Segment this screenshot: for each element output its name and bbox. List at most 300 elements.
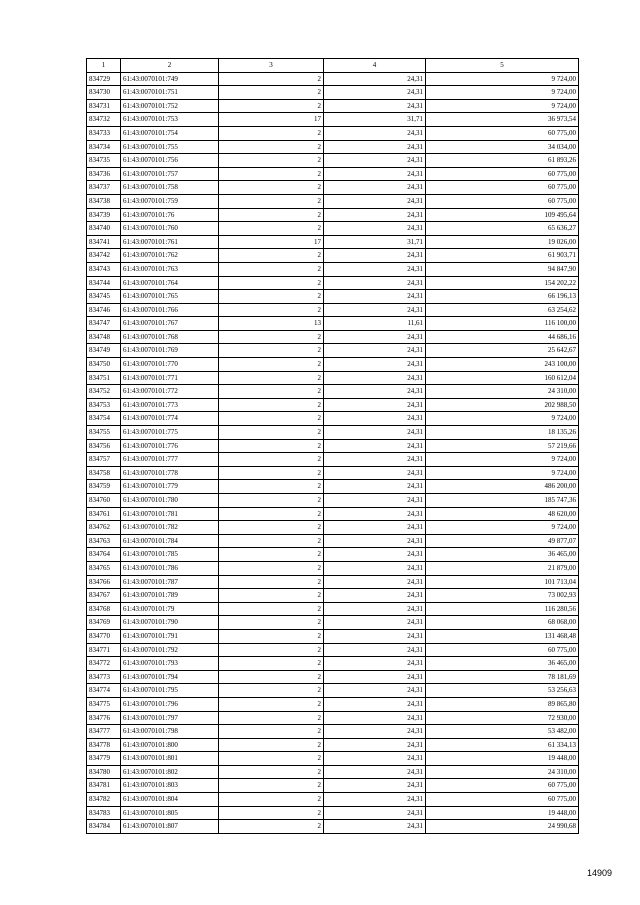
table-row bbox=[87, 494, 579, 508]
row-id-cell: 834742 bbox=[87, 249, 121, 263]
column-5-cell: 24 310,00 bbox=[426, 385, 579, 399]
cadastral-number-cell: 61:43:0070101:793 bbox=[121, 657, 219, 671]
column-4-cell: 24,31 bbox=[324, 330, 426, 344]
column-3-cell: 2 bbox=[219, 330, 324, 344]
row-id-cell: 834743 bbox=[87, 262, 121, 276]
column-4-cell: 24,31 bbox=[324, 752, 426, 766]
cadastral-number-cell: 61:43:0070101:805 bbox=[121, 806, 219, 820]
row-id-cell: 834768 bbox=[87, 602, 121, 616]
column-5-cell: 60 775,00 bbox=[426, 194, 579, 208]
cadastral-number-cell: 61:43:0070101:753 bbox=[121, 113, 219, 127]
column-4-cell: 24,31 bbox=[324, 385, 426, 399]
cadastral-number-cell: 61:43:0070101:766 bbox=[121, 303, 219, 317]
table-row bbox=[87, 398, 579, 412]
column-5-cell: 72 930,00 bbox=[426, 711, 579, 725]
cadastral-number-cell: 61:43:0070101:764 bbox=[121, 276, 219, 290]
column-4-cell: 24,31 bbox=[324, 507, 426, 521]
column-5-cell: 60 775,00 bbox=[426, 167, 579, 181]
row-id-cell: 834775 bbox=[87, 697, 121, 711]
table-row bbox=[87, 657, 579, 671]
column-5-cell: 24 310,00 bbox=[426, 765, 579, 779]
column-4-cell: 24,31 bbox=[324, 181, 426, 195]
table-row bbox=[87, 426, 579, 440]
table-row bbox=[87, 793, 579, 807]
column-5-cell: 9 724,00 bbox=[426, 86, 579, 100]
row-id-cell: 834729 bbox=[87, 72, 121, 86]
column-5-cell: 116 280,56 bbox=[426, 602, 579, 616]
cadastral-number-cell: 61:43:0070101:803 bbox=[121, 779, 219, 793]
column-4-cell: 24,31 bbox=[324, 439, 426, 453]
row-id-cell: 834735 bbox=[87, 154, 121, 168]
column-3-cell: 2 bbox=[219, 140, 324, 154]
row-id-cell: 834746 bbox=[87, 303, 121, 317]
table-row bbox=[87, 820, 579, 834]
row-id-cell: 834737 bbox=[87, 181, 121, 195]
column-4-cell: 24,31 bbox=[324, 398, 426, 412]
column-5-cell: 78 181,69 bbox=[426, 670, 579, 684]
row-id-cell: 834764 bbox=[87, 548, 121, 562]
row-id-cell: 834747 bbox=[87, 317, 121, 331]
cadastral-number-cell: 61:43:0070101:772 bbox=[121, 385, 219, 399]
table-row bbox=[87, 589, 579, 603]
table-row bbox=[87, 412, 579, 426]
column-5-cell: 24 990,68 bbox=[426, 820, 579, 834]
column-3-cell: 2 bbox=[219, 466, 324, 480]
cadastral-number-cell: 61:43:0070101:779 bbox=[121, 480, 219, 494]
row-id-cell: 834760 bbox=[87, 494, 121, 508]
cadastral-number-cell: 61:43:0070101:795 bbox=[121, 684, 219, 698]
column-5-cell: 68 068,00 bbox=[426, 616, 579, 630]
column-4-cell: 24,31 bbox=[324, 725, 426, 739]
column-4-cell: 24,31 bbox=[324, 99, 426, 113]
column-3-cell: 2 bbox=[219, 371, 324, 385]
column-3-cell: 2 bbox=[219, 412, 324, 426]
column-4-cell: 24,31 bbox=[324, 140, 426, 154]
table-row bbox=[87, 330, 579, 344]
table-row bbox=[87, 616, 579, 630]
column-4-cell: 24,31 bbox=[324, 72, 426, 86]
column-5-cell: 65 636,27 bbox=[426, 222, 579, 236]
table-row bbox=[87, 684, 579, 698]
row-id-cell: 834782 bbox=[87, 793, 121, 807]
cadastral-number-cell: 61:43:0070101:785 bbox=[121, 548, 219, 562]
row-id-cell: 834766 bbox=[87, 575, 121, 589]
table-row bbox=[87, 208, 579, 222]
table-row bbox=[87, 358, 579, 372]
table-row bbox=[87, 222, 579, 236]
column-3-cell: 13 bbox=[219, 317, 324, 331]
cadastral-number-cell: 61:43:0070101:755 bbox=[121, 140, 219, 154]
column-3-cell: 2 bbox=[219, 548, 324, 562]
table-row bbox=[87, 72, 579, 86]
table-row bbox=[87, 752, 579, 766]
cadastral-number-cell: 61:43:0070101:769 bbox=[121, 344, 219, 358]
column-4-cell: 24,31 bbox=[324, 494, 426, 508]
cadastral-number-cell: 61:43:0070101:792 bbox=[121, 643, 219, 657]
column-4-cell: 24,31 bbox=[324, 194, 426, 208]
table-row bbox=[87, 507, 579, 521]
column-5-cell: 34 034,00 bbox=[426, 140, 579, 154]
row-id-cell: 834734 bbox=[87, 140, 121, 154]
column-3-cell: 2 bbox=[219, 385, 324, 399]
column-header-2: 2 bbox=[121, 59, 219, 73]
column-5-cell: 49 877,07 bbox=[426, 534, 579, 548]
table-body bbox=[87, 72, 579, 833]
column-3-cell: 2 bbox=[219, 480, 324, 494]
column-4-cell: 24,31 bbox=[324, 126, 426, 140]
column-5-cell: 21 879,00 bbox=[426, 561, 579, 575]
column-4-cell: 11,61 bbox=[324, 317, 426, 331]
table-row bbox=[87, 344, 579, 358]
row-id-cell: 834783 bbox=[87, 806, 121, 820]
cadastral-number-cell: 61:43:0070101:801 bbox=[121, 752, 219, 766]
column-3-cell: 2 bbox=[219, 575, 324, 589]
column-3-cell: 2 bbox=[219, 589, 324, 603]
column-4-cell: 24,31 bbox=[324, 534, 426, 548]
cadastral-number-cell: 61:43:0070101:768 bbox=[121, 330, 219, 344]
row-id-cell: 834770 bbox=[87, 629, 121, 643]
column-3-cell: 2 bbox=[219, 820, 324, 834]
row-id-cell: 834773 bbox=[87, 670, 121, 684]
cadastral-number-cell: 61:43:0070101:773 bbox=[121, 398, 219, 412]
column-5-cell: 116 100,00 bbox=[426, 317, 579, 331]
column-4-cell: 24,31 bbox=[324, 548, 426, 562]
column-5-cell: 61 334,13 bbox=[426, 738, 579, 752]
row-id-cell: 834733 bbox=[87, 126, 121, 140]
table-row bbox=[87, 235, 579, 249]
cadastral-number-cell: 61:43:0070101:756 bbox=[121, 154, 219, 168]
table-row bbox=[87, 167, 579, 181]
column-5-cell: 36 465,00 bbox=[426, 657, 579, 671]
column-4-cell: 24,31 bbox=[324, 208, 426, 222]
table-row bbox=[87, 575, 579, 589]
column-3-cell: 2 bbox=[219, 738, 324, 752]
row-id-cell: 834755 bbox=[87, 426, 121, 440]
row-id-cell: 834780 bbox=[87, 765, 121, 779]
column-5-cell: 60 775,00 bbox=[426, 793, 579, 807]
table-row bbox=[87, 480, 579, 494]
cadastral-number-cell: 61:43:0070101:796 bbox=[121, 697, 219, 711]
column-3-cell: 2 bbox=[219, 561, 324, 575]
cadastral-number-cell: 61:43:0070101:771 bbox=[121, 371, 219, 385]
cadastral-number-cell: 61:43:0070101:774 bbox=[121, 412, 219, 426]
column-5-cell: 53 482,00 bbox=[426, 725, 579, 739]
table-row bbox=[87, 194, 579, 208]
column-5-cell: 60 775,00 bbox=[426, 779, 579, 793]
column-5-cell: 185 747,36 bbox=[426, 494, 579, 508]
column-3-cell: 2 bbox=[219, 344, 324, 358]
column-5-cell: 61 903,71 bbox=[426, 249, 579, 263]
cadastral-number-cell: 61:43:0070101:757 bbox=[121, 167, 219, 181]
column-5-cell: 60 775,00 bbox=[426, 181, 579, 195]
row-id-cell: 834730 bbox=[87, 86, 121, 100]
column-header-3: 3 bbox=[219, 59, 324, 73]
cadastral-number-cell: 61:43:0070101:762 bbox=[121, 249, 219, 263]
row-id-cell: 834769 bbox=[87, 616, 121, 630]
table-row bbox=[87, 262, 579, 276]
cadastral-number-cell: 61:43:0070101:761 bbox=[121, 235, 219, 249]
row-id-cell: 834739 bbox=[87, 208, 121, 222]
column-header-5: 5 bbox=[426, 59, 579, 73]
cadastral-number-cell: 61:43:0070101:800 bbox=[121, 738, 219, 752]
column-3-cell: 2 bbox=[219, 194, 324, 208]
cadastral-number-cell: 61:43:0070101:778 bbox=[121, 466, 219, 480]
cadastral-number-cell: 61:43:0070101:759 bbox=[121, 194, 219, 208]
cadastral-number-cell: 61:43:0070101:791 bbox=[121, 629, 219, 643]
cadastral-number-cell: 61:43:0070101:765 bbox=[121, 290, 219, 304]
column-3-cell: 2 bbox=[219, 453, 324, 467]
column-5-cell: 486 200,00 bbox=[426, 480, 579, 494]
column-3-cell: 2 bbox=[219, 358, 324, 372]
row-id-cell: 834749 bbox=[87, 344, 121, 358]
column-3-cell: 2 bbox=[219, 99, 324, 113]
table-row bbox=[87, 453, 579, 467]
table-row bbox=[87, 602, 579, 616]
column-3-cell: 2 bbox=[219, 494, 324, 508]
row-id-cell: 834738 bbox=[87, 194, 121, 208]
cadastral-number-cell: 61:43:0070101:797 bbox=[121, 711, 219, 725]
table-row bbox=[87, 249, 579, 263]
column-5-cell: 9 724,00 bbox=[426, 453, 579, 467]
cadastral-number-cell: 61:43:0070101:770 bbox=[121, 358, 219, 372]
cadastral-number-cell: 61:43:0070101:760 bbox=[121, 222, 219, 236]
column-3-cell: 2 bbox=[219, 426, 324, 440]
table-row bbox=[87, 561, 579, 575]
table-row bbox=[87, 697, 579, 711]
row-id-cell: 834761 bbox=[87, 507, 121, 521]
column-5-cell: 60 775,00 bbox=[426, 643, 579, 657]
page-number: 14909 bbox=[586, 868, 612, 878]
column-5-cell: 9 724,00 bbox=[426, 466, 579, 480]
cadastral-number-cell: 61:43:0070101:784 bbox=[121, 534, 219, 548]
cadastral-number-cell: 61:43:0070101:775 bbox=[121, 426, 219, 440]
table-row bbox=[87, 99, 579, 113]
column-4-cell: 24,31 bbox=[324, 738, 426, 752]
table-header-row bbox=[87, 59, 579, 73]
column-4-cell: 24,31 bbox=[324, 711, 426, 725]
column-3-cell: 2 bbox=[219, 752, 324, 766]
row-id-cell: 834776 bbox=[87, 711, 121, 725]
column-5-cell: 9 724,00 bbox=[426, 72, 579, 86]
cadastral-number-cell: 61:43:0070101:781 bbox=[121, 507, 219, 521]
column-3-cell: 2 bbox=[219, 276, 324, 290]
cadastral-number-cell: 61:43:0070101:752 bbox=[121, 99, 219, 113]
row-id-cell: 834753 bbox=[87, 398, 121, 412]
column-4-cell: 24,31 bbox=[324, 793, 426, 807]
table-row bbox=[87, 113, 579, 127]
column-3-cell: 2 bbox=[219, 154, 324, 168]
table-row bbox=[87, 738, 579, 752]
column-3-cell: 2 bbox=[219, 657, 324, 671]
column-3-cell: 2 bbox=[219, 72, 324, 86]
column-3-cell: 2 bbox=[219, 616, 324, 630]
column-3-cell: 2 bbox=[219, 670, 324, 684]
row-id-cell: 834731 bbox=[87, 99, 121, 113]
row-id-cell: 834778 bbox=[87, 738, 121, 752]
data-table bbox=[86, 58, 579, 834]
column-4-cell: 24,31 bbox=[324, 466, 426, 480]
cadastral-number-cell: 61:43:0070101:767 bbox=[121, 317, 219, 331]
column-3-cell: 2 bbox=[219, 806, 324, 820]
table-row bbox=[87, 290, 579, 304]
cadastral-number-cell: 61:43:0070101:763 bbox=[121, 262, 219, 276]
table-row bbox=[87, 711, 579, 725]
column-4-cell: 24,31 bbox=[324, 589, 426, 603]
table-row bbox=[87, 303, 579, 317]
row-id-cell: 834752 bbox=[87, 385, 121, 399]
column-5-cell: 89 865,80 bbox=[426, 697, 579, 711]
column-5-cell: 101 713,04 bbox=[426, 575, 579, 589]
column-5-cell: 36 465,00 bbox=[426, 548, 579, 562]
row-id-cell: 834779 bbox=[87, 752, 121, 766]
column-4-cell: 24,31 bbox=[324, 657, 426, 671]
cadastral-number-cell: 61:43:0070101:807 bbox=[121, 820, 219, 834]
column-3-cell: 2 bbox=[219, 779, 324, 793]
column-3-cell: 2 bbox=[219, 86, 324, 100]
cadastral-number-cell: 61:43:0070101:789 bbox=[121, 589, 219, 603]
row-id-cell: 834756 bbox=[87, 439, 121, 453]
column-5-cell: 202 988,50 bbox=[426, 398, 579, 412]
column-4-cell: 24,31 bbox=[324, 643, 426, 657]
column-3-cell: 2 bbox=[219, 725, 324, 739]
cadastral-number-cell: 61:43:0070101:751 bbox=[121, 86, 219, 100]
cadastral-number-cell: 61:43:0070101:782 bbox=[121, 521, 219, 535]
column-5-cell: 109 495,64 bbox=[426, 208, 579, 222]
table-row bbox=[87, 806, 579, 820]
column-3-cell: 2 bbox=[219, 439, 324, 453]
row-id-cell: 834777 bbox=[87, 725, 121, 739]
column-4-cell: 24,31 bbox=[324, 412, 426, 426]
column-4-cell: 24,31 bbox=[324, 344, 426, 358]
column-4-cell: 24,31 bbox=[324, 602, 426, 616]
table-row bbox=[87, 140, 579, 154]
column-5-cell: 18 135,26 bbox=[426, 426, 579, 440]
row-id-cell: 834759 bbox=[87, 480, 121, 494]
table-row bbox=[87, 643, 579, 657]
column-5-cell: 57 219,66 bbox=[426, 439, 579, 453]
column-5-cell: 60 775,00 bbox=[426, 126, 579, 140]
table-row bbox=[87, 276, 579, 290]
column-5-cell: 160 612,04 bbox=[426, 371, 579, 385]
row-id-cell: 834763 bbox=[87, 534, 121, 548]
column-4-cell: 24,31 bbox=[324, 86, 426, 100]
cadastral-number-cell: 61:43:0070101:776 bbox=[121, 439, 219, 453]
column-3-cell: 2 bbox=[219, 208, 324, 222]
column-3-cell: 2 bbox=[219, 765, 324, 779]
column-4-cell: 24,31 bbox=[324, 222, 426, 236]
column-4-cell: 24,31 bbox=[324, 453, 426, 467]
table-row bbox=[87, 670, 579, 684]
table-row bbox=[87, 725, 579, 739]
row-id-cell: 834762 bbox=[87, 521, 121, 535]
column-4-cell: 24,31 bbox=[324, 616, 426, 630]
cadastral-number-cell: 61:43:0070101:804 bbox=[121, 793, 219, 807]
table-row bbox=[87, 86, 579, 100]
row-id-cell: 834751 bbox=[87, 371, 121, 385]
column-5-cell: 25 642,67 bbox=[426, 344, 579, 358]
row-id-cell: 834774 bbox=[87, 684, 121, 698]
row-id-cell: 834781 bbox=[87, 779, 121, 793]
cadastral-number-cell: 61:43:0070101:749 bbox=[121, 72, 219, 86]
column-5-cell: 154 202,22 bbox=[426, 276, 579, 290]
column-3-cell: 2 bbox=[219, 290, 324, 304]
column-3-cell: 2 bbox=[219, 398, 324, 412]
column-4-cell: 24,31 bbox=[324, 806, 426, 820]
column-3-cell: 2 bbox=[219, 697, 324, 711]
row-id-cell: 834767 bbox=[87, 589, 121, 603]
column-5-cell: 61 893,26 bbox=[426, 154, 579, 168]
row-id-cell: 834740 bbox=[87, 222, 121, 236]
column-3-cell: 2 bbox=[219, 303, 324, 317]
column-3-cell: 17 bbox=[219, 113, 324, 127]
row-id-cell: 834750 bbox=[87, 358, 121, 372]
cadastral-number-cell: 61:43:0070101:798 bbox=[121, 725, 219, 739]
column-3-cell: 2 bbox=[219, 629, 324, 643]
table-row bbox=[87, 371, 579, 385]
column-3-cell: 2 bbox=[219, 262, 324, 276]
cadastral-number-cell: 61:43:0070101:794 bbox=[121, 670, 219, 684]
row-id-cell: 834765 bbox=[87, 561, 121, 575]
cadastral-number-cell: 61:43:0070101:754 bbox=[121, 126, 219, 140]
row-id-cell: 834732 bbox=[87, 113, 121, 127]
cadastral-number-cell: 61:43:0070101:758 bbox=[121, 181, 219, 195]
row-id-cell: 834771 bbox=[87, 643, 121, 657]
column-3-cell: 2 bbox=[219, 181, 324, 195]
column-5-cell: 19 448,00 bbox=[426, 752, 579, 766]
column-5-cell: 66 196,13 bbox=[426, 290, 579, 304]
column-4-cell: 24,31 bbox=[324, 820, 426, 834]
column-5-cell: 48 620,00 bbox=[426, 507, 579, 521]
table-row bbox=[87, 154, 579, 168]
column-4-cell: 24,31 bbox=[324, 290, 426, 304]
table-row bbox=[87, 126, 579, 140]
column-4-cell: 31,71 bbox=[324, 235, 426, 249]
column-5-cell: 63 254,62 bbox=[426, 303, 579, 317]
column-4-cell: 24,31 bbox=[324, 167, 426, 181]
column-header-1: 1 bbox=[87, 59, 121, 73]
column-5-cell: 53 256,63 bbox=[426, 684, 579, 698]
column-4-cell: 24,31 bbox=[324, 684, 426, 698]
table-row bbox=[87, 548, 579, 562]
column-4-cell: 24,31 bbox=[324, 561, 426, 575]
column-5-cell: 131 468,48 bbox=[426, 629, 579, 643]
column-5-cell: 9 724,00 bbox=[426, 412, 579, 426]
column-4-cell: 24,31 bbox=[324, 426, 426, 440]
column-4-cell: 24,31 bbox=[324, 154, 426, 168]
column-3-cell: 2 bbox=[219, 521, 324, 535]
column-5-cell: 36 973,54 bbox=[426, 113, 579, 127]
column-3-cell: 17 bbox=[219, 235, 324, 249]
column-5-cell: 73 002,93 bbox=[426, 589, 579, 603]
column-5-cell: 44 686,16 bbox=[426, 330, 579, 344]
cadastral-number-cell: 61:43:0070101:79 bbox=[121, 602, 219, 616]
cadastral-number-cell: 61:43:0070101:790 bbox=[121, 616, 219, 630]
column-4-cell: 24,31 bbox=[324, 276, 426, 290]
row-id-cell: 834772 bbox=[87, 657, 121, 671]
cadastral-number-cell: 61:43:0070101:777 bbox=[121, 453, 219, 467]
cadastral-number-cell: 61:43:0070101:76 bbox=[121, 208, 219, 222]
column-4-cell: 24,31 bbox=[324, 765, 426, 779]
column-4-cell: 24,31 bbox=[324, 521, 426, 535]
column-4-cell: 24,31 bbox=[324, 670, 426, 684]
column-4-cell: 24,31 bbox=[324, 697, 426, 711]
column-3-cell: 2 bbox=[219, 222, 324, 236]
column-3-cell: 2 bbox=[219, 507, 324, 521]
column-3-cell: 2 bbox=[219, 643, 324, 657]
column-4-cell: 24,31 bbox=[324, 779, 426, 793]
table-row bbox=[87, 317, 579, 331]
table-row bbox=[87, 466, 579, 480]
